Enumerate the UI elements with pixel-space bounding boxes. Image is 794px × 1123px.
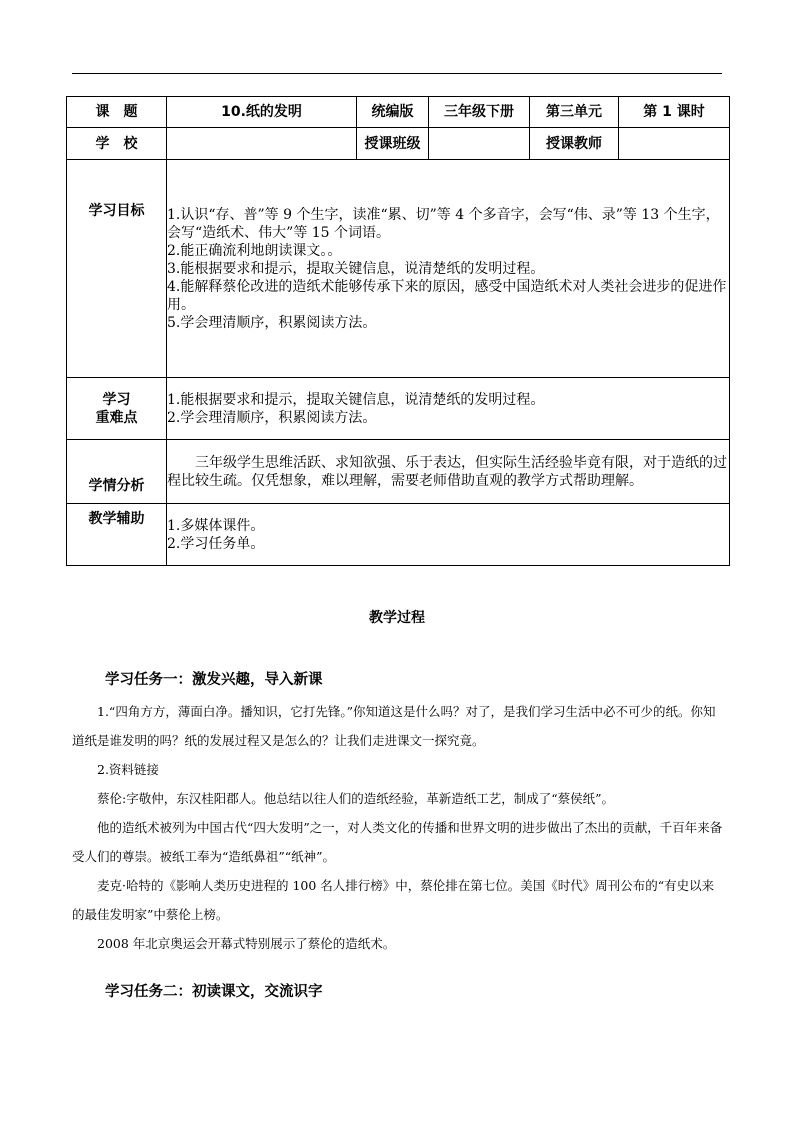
analysis-row	[67, 440, 730, 504]
aids-label: 教学辅助	[67, 504, 167, 566]
lesson-title: 10.纸的发明	[167, 97, 357, 128]
goal-item: 1.认识“存、普”等 9 个生字，读准“累、切”等 4 个多音字，会写“伟、录”等 13 个生字，会写“造纸术、伟大”等 15 个词语。	[167, 206, 720, 241]
goals-content	[167, 160, 730, 378]
unit: 第三单元	[530, 97, 619, 128]
process-title: 教学过程	[369, 610, 425, 626]
aid-item: 1.多媒体课件。	[167, 517, 265, 534]
goal-item: 5.学会理清顺序，积累阅读方法。	[167, 314, 377, 331]
lesson-plan-table	[66, 96, 730, 566]
goal-item: 2.能正确流利地朗读课文。。	[167, 242, 342, 259]
school-value	[167, 128, 357, 160]
process-body	[72, 697, 724, 958]
goals-label: 学习目标	[67, 160, 167, 378]
task1-title: 学习任务一：激发兴趣，导入新课	[105, 672, 323, 688]
difficulty-content	[167, 378, 730, 440]
analysis-text: 三年级学生思维活跃、求知欲强、乐于表达，但实际生活经验毕竟有限，对于造纸的过程比较生疏。仅凭想象，难以理解，需要老师借助直观的教学方式帮助理解。	[167, 454, 727, 489]
difficulty-row	[67, 378, 730, 440]
difficulty-label	[67, 378, 167, 440]
class-label: 授课班级	[357, 128, 429, 160]
aid-item: 2.学习任务单。	[167, 535, 265, 552]
analysis-content	[167, 440, 730, 504]
class-value	[429, 128, 530, 160]
difficulty-label-line1: 学习	[102, 391, 131, 408]
school-row	[67, 128, 730, 160]
goals-row	[67, 160, 730, 378]
header-row	[67, 97, 730, 128]
difficulty-item: 1.能根据要求和提示，提取关键信息，说清楚纸的发明过程。	[167, 391, 545, 408]
task2-title: 学习任务二：初读课文，交流识字	[105, 984, 323, 1000]
teacher-value	[619, 128, 730, 160]
topic-label: 课 题	[67, 97, 167, 128]
goal-item: 4.能解释蔡伦改进的造纸术能够传承下来的原因，感受中国造纸术对人类社会进步的促进作用。	[167, 278, 727, 313]
aids-content	[167, 504, 730, 566]
difficulty-item: 2.学会理清顺序，积累阅读方法。	[167, 409, 377, 426]
goal-item: 3.能根据要求和提示，提取关键信息，说清楚纸的发明过程。	[167, 260, 545, 277]
paragraph: 麦克·哈特的《影响人类历史进程的 100 名人排行榜》中，蔡伦排在第七位。美国《时代》周刊公布的“有史以来的最佳发明家”中蔡伦上榜。	[72, 878, 715, 922]
school-label: 学 校	[67, 128, 167, 160]
teacher-label: 授课教师	[530, 128, 619, 160]
paragraph: 1.“四角方方，薄面白净。播知识，它打先锋。”你知道这是什么吗？对了，是我们学习生活中必不可少的纸。你知道纸是谁发明的吗？纸的发展过程又是怎么的？让我们走进课文一探究竟。	[72, 704, 716, 748]
paragraph: 他的造纸术被列为中国古代“四大发明”之一，对人类文化的传播和世界文明的进步做出了杰出的贡献，千百年来备受人们的尊崇。被纸工奉为“造纸鼻祖”“纸神”。	[72, 820, 723, 864]
grade: 三年级下册	[429, 97, 530, 128]
edition: 统编版	[357, 97, 429, 128]
period: 第 1 课时	[619, 97, 730, 128]
difficulty-label-line2: 重难点	[95, 409, 138, 426]
analysis-label: 学情分析	[67, 440, 167, 504]
paragraph: 2008 年北京奥运会开幕式特别展示了蔡伦的造纸术。	[97, 936, 396, 951]
aids-row	[67, 504, 730, 566]
paragraph: 蔡伦:字敬仲，东汉桂阳郡人。他总结以往人们的造纸经验，革新造纸工艺，制成了“蔡侯纸”。	[97, 791, 614, 806]
header-rule	[72, 73, 722, 74]
paragraph: 2.资料链接	[97, 762, 159, 777]
